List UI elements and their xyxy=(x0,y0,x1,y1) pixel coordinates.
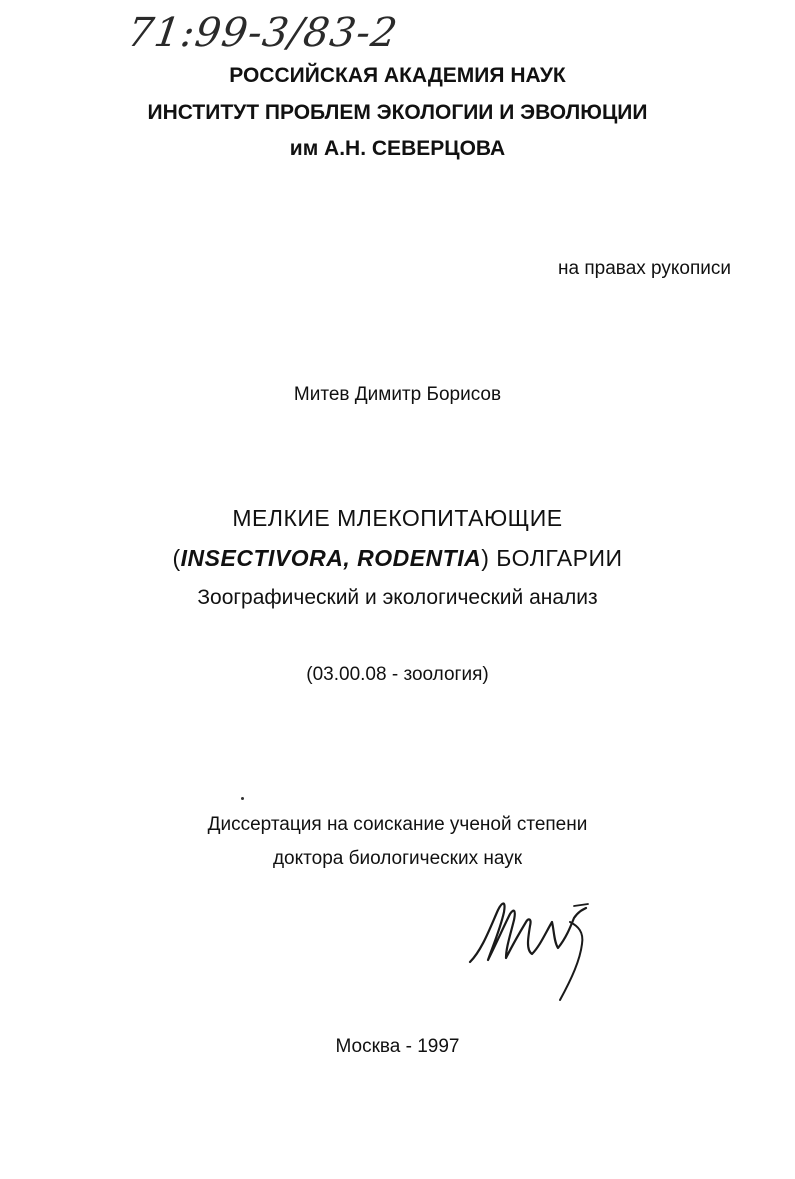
degree-line-1: Диссертация на соискание ученой степени xyxy=(207,814,588,835)
signature xyxy=(462,888,612,1003)
place-and-year: Москва - 1997 xyxy=(335,1036,460,1057)
specialty-code: (03.00.08 - зоология) xyxy=(306,664,489,685)
title-line-2 xyxy=(0,545,795,572)
title-line-1: МЕЛКИЕ МЛЕКОПИТАЮЩИЕ xyxy=(232,505,563,531)
title-latin-taxa: INSECTIVORA, RODENTIA xyxy=(180,545,482,571)
organization-line-1: РОССИЙСКАЯ АКАДЕМИЯ НАУК xyxy=(229,64,566,87)
subtitle: Зоографический и экологический анализ xyxy=(197,586,598,609)
archive-code: 71:99-3/83-2 xyxy=(124,10,401,56)
title-paren-open: ( xyxy=(172,545,181,571)
paper-speck xyxy=(241,797,244,800)
author-name: Митев Димитр Борисов xyxy=(293,384,502,405)
organization-line-2: ИНСТИТУТ ПРОБЛЕМ ЭКОЛОГИИ И ЭВОЛЮЦИИ xyxy=(147,101,648,124)
organization-line-3: им А.Н. СЕВЕРЦОВА xyxy=(289,137,506,160)
rights-note: на правах рукописи xyxy=(558,258,731,279)
title-line-2-rest: ) БОЛГАРИИ xyxy=(481,545,623,571)
degree-line-2: доктора биологических наук xyxy=(272,848,523,869)
